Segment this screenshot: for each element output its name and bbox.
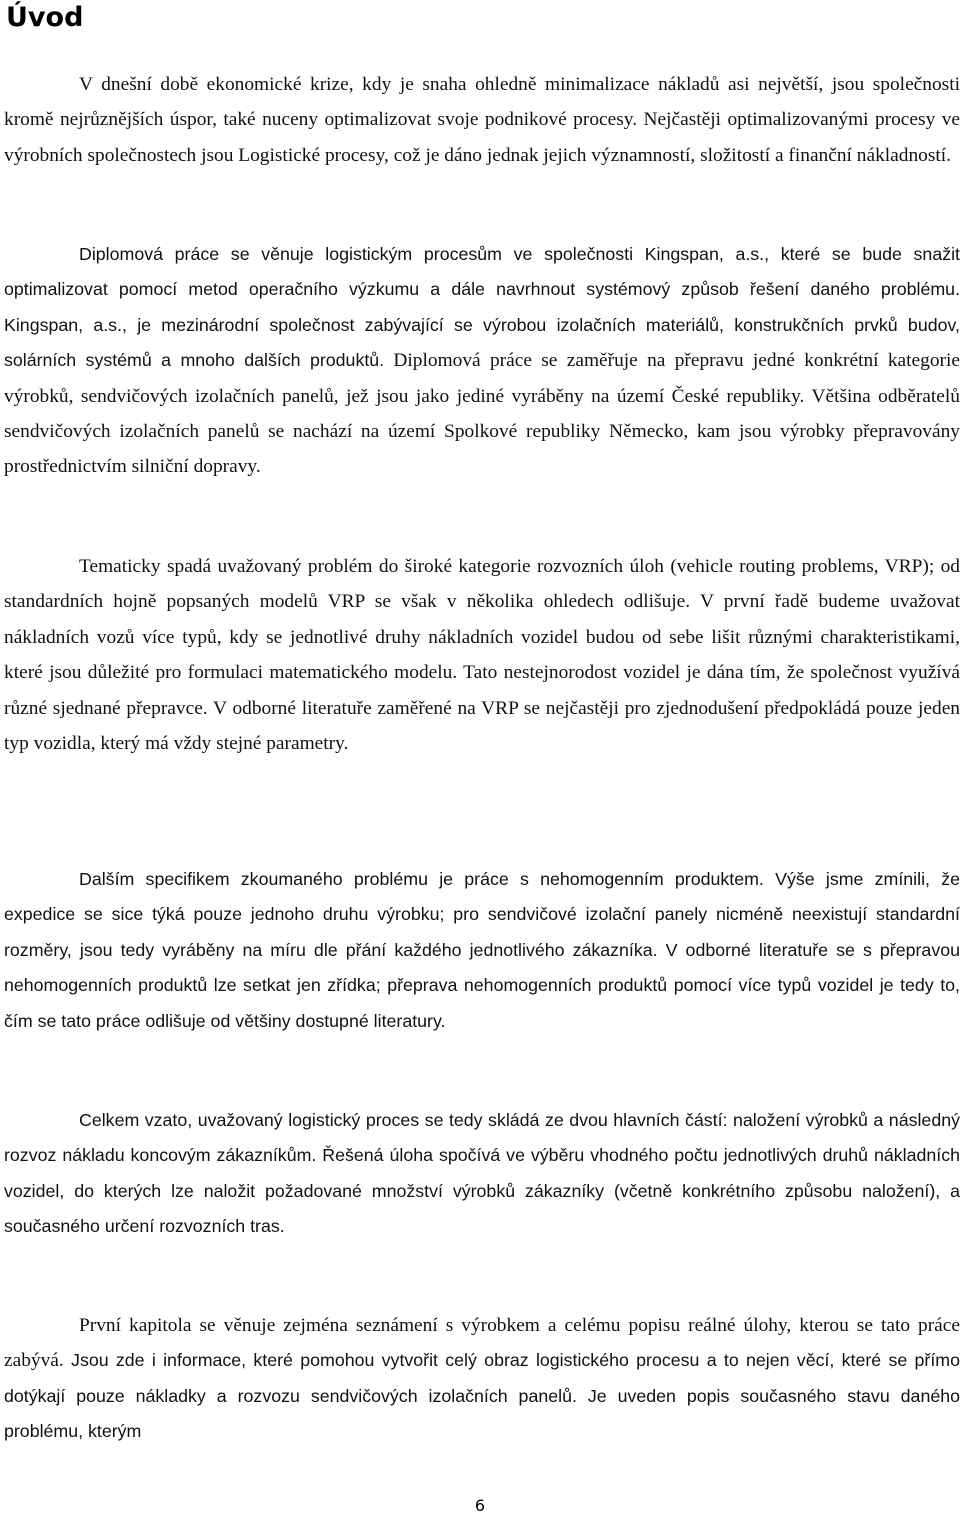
paragraph-thesis-topic-text: Diplomová práce se věnuje logistickým procesům ve společnosti Kingspan, a.s., které se bude snažit optimalizovat pomocí metod operačního výzkumu a dále navrhnout systémový způsob řešení daného problému. Kingspan, a.s., je mezinárodní společnost zabývající se výrobou izolačních materiálů, konstrukčních prvků budov, solárních systémů a mnoho dalších produktů. (4, 244, 960, 371)
paragraph-intro (4, 67, 960, 173)
paragraph-summary (4, 1103, 960, 1245)
paragraph-intro-text: V dnešní době ekonomické krize, kdy je snaha ohledně minimalizace nákladů asi největší, jsou společnosti kromě nejrůznějších úspor, také nuceny optimalizovat svoje podnikové procesy. Nejčastěji optimalizovanými procesy ve výrobních společnostech jsou Logistické procesy, což je dáno jednak jejich významností, složitostí a finanční nákladností. (4, 74, 960, 166)
page-number: 6 (474, 1496, 486, 1515)
paragraph-nonhomogeneous-text: Dalším specifikem zkoumaného problému je práce s nehomogenním produktem. Výše jsme zmínili, že expedice se sice týká pouze jednoho druhu výrobku; pro sendvičové izolační panely nicméně neexistují standardní rozměry, jsou tedy vyráběny na míru dle přání každého jednotlivého zákazníka. V odborné literatuře se s přepravou nehomogenních produktů lze setkat jen zřídka; přeprava nehomogenních produktů pomocí více typů vozidel je tedy to, čím se tato práce odlišuje od většiny dostupné literatury. (4, 869, 960, 1031)
section-heading: Úvod (6, 2, 84, 33)
paragraph-thesis-topic (4, 237, 960, 485)
paragraph-vrp-text: Tematicky spadá uvažovaný problém do široké kategorie rozvozních úloh (vehicle routing problems, VRP); od standardních hojně popsaných modelů VRP se však v několika ohledech odlišuje. V první řadě budeme uvažovat nákladních vozů více typů, kdy se jednotlivé druhy nákladních vozidel budou od sebe lišit různými charakteristikami, které jsou důležité pro formulaci matematického modelu. Tato nestejnorodost vozidel je dána tím, že společnost využívá různé sjednané přepravce. V odborné literatuře zaměřené na VRP se nejčastěji pro zjednodušení předpokládá pouze jeden typ vozidla, který má vždy stejné parametry. (4, 556, 960, 755)
paragraph-summary-text: Celkem vzato, uvažovaný logistický proces se tedy skládá ze dvou hlavních částí: naložení výrobků a následný rozvoz nákladu koncovým zákazníkům. Řešená úloha spočívá ve výběru vhodného počtu jednotlivých druhů nákladních vozidel, do kterých lze naložit požadované množství výrobků zákazníky (včetně konkrétního způsobu naložení), a současného určení rozvozních tras. (4, 1110, 960, 1237)
paragraph-thesis-topic-continuation: Diplomová práce se zaměřuje na přepravu jedné konkrétní kategorie výrobků, sendvičových izolačních panelů, jež jsou jako jediné vyráběny na území České republiky. Většina odběratelů sendvičových izolačních panelů se nachází na území Spolkové republiky Německo, kam jsou výrobky přepravovány prostřednictvím silniční dopravy. (4, 350, 960, 478)
paragraph-chapter-one (4, 1308, 960, 1450)
paragraph-chapter-one-continuation: Jsou zde i informace, které pomohou vytvořit celý obraz logistického procesu a to nejen věcí, které se přímo dotýkají pouze nákladky a rozvozu sendvičových izolačních panelů. Je uveden popis současného stavu daného problému, kterým (4, 1350, 960, 1442)
paragraph-nonhomogeneous (4, 862, 960, 1039)
paragraph-vrp (4, 549, 960, 761)
paragraph-chapter-one-text: První kapitola se věnuje zejména seznámení s výrobkem a celému popisu reálné úlohy, kterou se tato práce zabývá. (4, 1315, 960, 1372)
